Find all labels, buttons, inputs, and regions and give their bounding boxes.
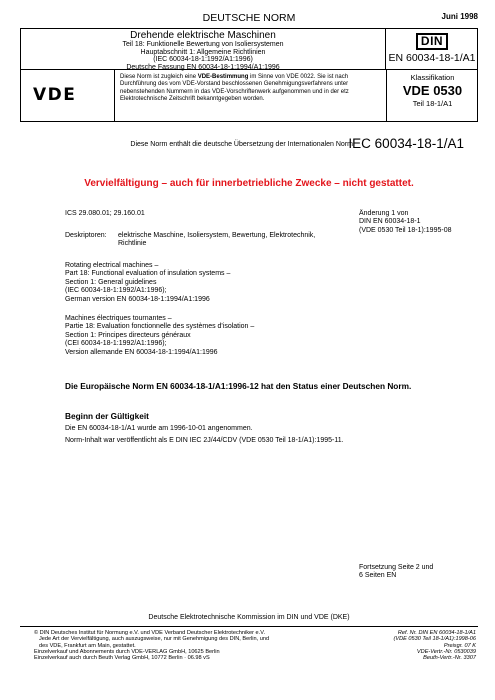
din-block	[386, 29, 478, 69]
classification-number: VDE 0530	[402, 83, 463, 98]
title-line: Deutsche Fassung EN 60034-18-1:1994/A1:1996	[126, 63, 280, 71]
issue-date: Juni 1998	[441, 12, 478, 21]
status-statement: Die Europäische Norm EN 60034-18-1/A1:1996-12 hat den Status einer Deutschen Norm.	[65, 381, 412, 391]
international-norm-label: Diese Norm enthält die deutsche Übersetzung der Internationalen Norm	[130, 141, 353, 148]
title-line: (IEC 60034-18-1:1992/A1:1996)	[153, 56, 253, 64]
descriptors: elektrische Maschine, Isoliersystem, Bewertung, Elektrotechnik, Richtlinie	[118, 232, 316, 248]
validity-text: Die EN 60034-18-1/A1 wurde am 1996-10-01 angenommen. Norm-Inhalt war veröffentlicht als E DIN IEC 2J/44/CDV (VDE 0530 Teil 18-1/A1):1995-11.	[65, 425, 344, 444]
validity-heading: Beginn der Gültigkeit	[65, 411, 149, 421]
copyright-notice: © DIN Deutsches Institut für Normung e.V. und VDE Verband Deutscher Elektrotechniker e.V. Jede Art der Vervielfältigung, auch auszugsweise, nur mit Genehmigung des DIN, Berlin, und des VDE, Frankfurt am Main, gestattet. Einzelverkauf und Abonnements durch VDE-VERLAG GmbH, 10625 Berlin Einzelverkauf auch durch Beuth Verlag GmbH, 10772 Berlin · 06.98 vS	[34, 630, 270, 662]
international-norm	[20, 136, 478, 152]
en-number: EN 60034-18-1/A1	[388, 52, 476, 64]
top-header	[20, 12, 478, 26]
french-title-block: Machines électriques tournantes – Partie 18: Evaluation fonctionnelle des systèmes d'isolation – Section 1: Principes directeurs généraux (CEI 60034-18-1:1992/A1:1996); Version allemande EN 60034-18-1:1994/A1:1996	[65, 315, 255, 356]
descriptors-label: Deskriptoren:	[65, 232, 107, 239]
amendment-info: Änderung 1 von DIN EN 60034-18-1 (VDE 0530 Teil 18-1):1995-08	[359, 210, 452, 234]
footer-divider	[20, 626, 478, 627]
continuation-note: Fortsetzung Seite 2 und 6 Seiten EN	[359, 564, 434, 580]
classification-part: Teil 18-1/A1	[412, 99, 453, 108]
classification-block	[386, 70, 478, 121]
title-line: Hauptabschnitt 1: Allgemeine Richtlinien	[140, 48, 266, 56]
ics-codes: ICS 29.080.01; 29.160.01	[65, 210, 145, 217]
vde-row	[20, 70, 478, 122]
classification-label: Klassifikation	[410, 73, 455, 82]
norm-type: DEUTSCHE NORM	[202, 12, 296, 24]
title-box	[20, 28, 478, 70]
title-block	[21, 29, 386, 69]
english-title-block: Rotating electrical machines – Part 18: Functional evaluation of insulation systems – Section 1: General guidelines (IEC 60034-18-1:1992/A1:1996); German version EN 60034-18-1:1994/A1:1996	[65, 262, 231, 303]
iec-number: IEC 60034-18-1/A1	[348, 136, 464, 151]
vde-bestimmung: VDE-Bestimmung	[197, 74, 249, 80]
document-title: Drehende elektrische Maschinen	[130, 30, 276, 41]
vde-logo: VDE	[21, 70, 115, 121]
copy-warning: Vervielfältigung – auch für innerbetriebliche Zwecke – nicht gestattet.	[84, 178, 414, 189]
vde-note: Diese Norm ist zugleich eine VDE-Bestimmung im Sinne von VDE 0022. Sie ist nach Durchführung des vom VDE-Vorstand beschlossenen Genehmigungsverfahrens unter nebenstehenden Nummern in das VDE-Vorschriftenwerk aufgenommen und in der etz Elektrotechnische Zeitschrift bekanntgegeben worden.	[120, 74, 349, 103]
commission-name: Deutsche Elektrotechnische Kommission im DIN und VDE (DKE)	[148, 614, 350, 621]
din-logo: $\overline{DIN}$	[416, 33, 448, 50]
reference-numbers: Ref. Nr. DIN EN 60034-18-1/A1 (VDE 0530 Teil 18-1/A1):1998-06 Preisgr. 07 K VDE-Vertr.-Nr. 0530039 Beuth-Vertr.-Nr. 3307	[393, 630, 476, 662]
title-line: Teil 18: Funktionelle Bewertung von Isoliersystemen	[122, 41, 284, 48]
